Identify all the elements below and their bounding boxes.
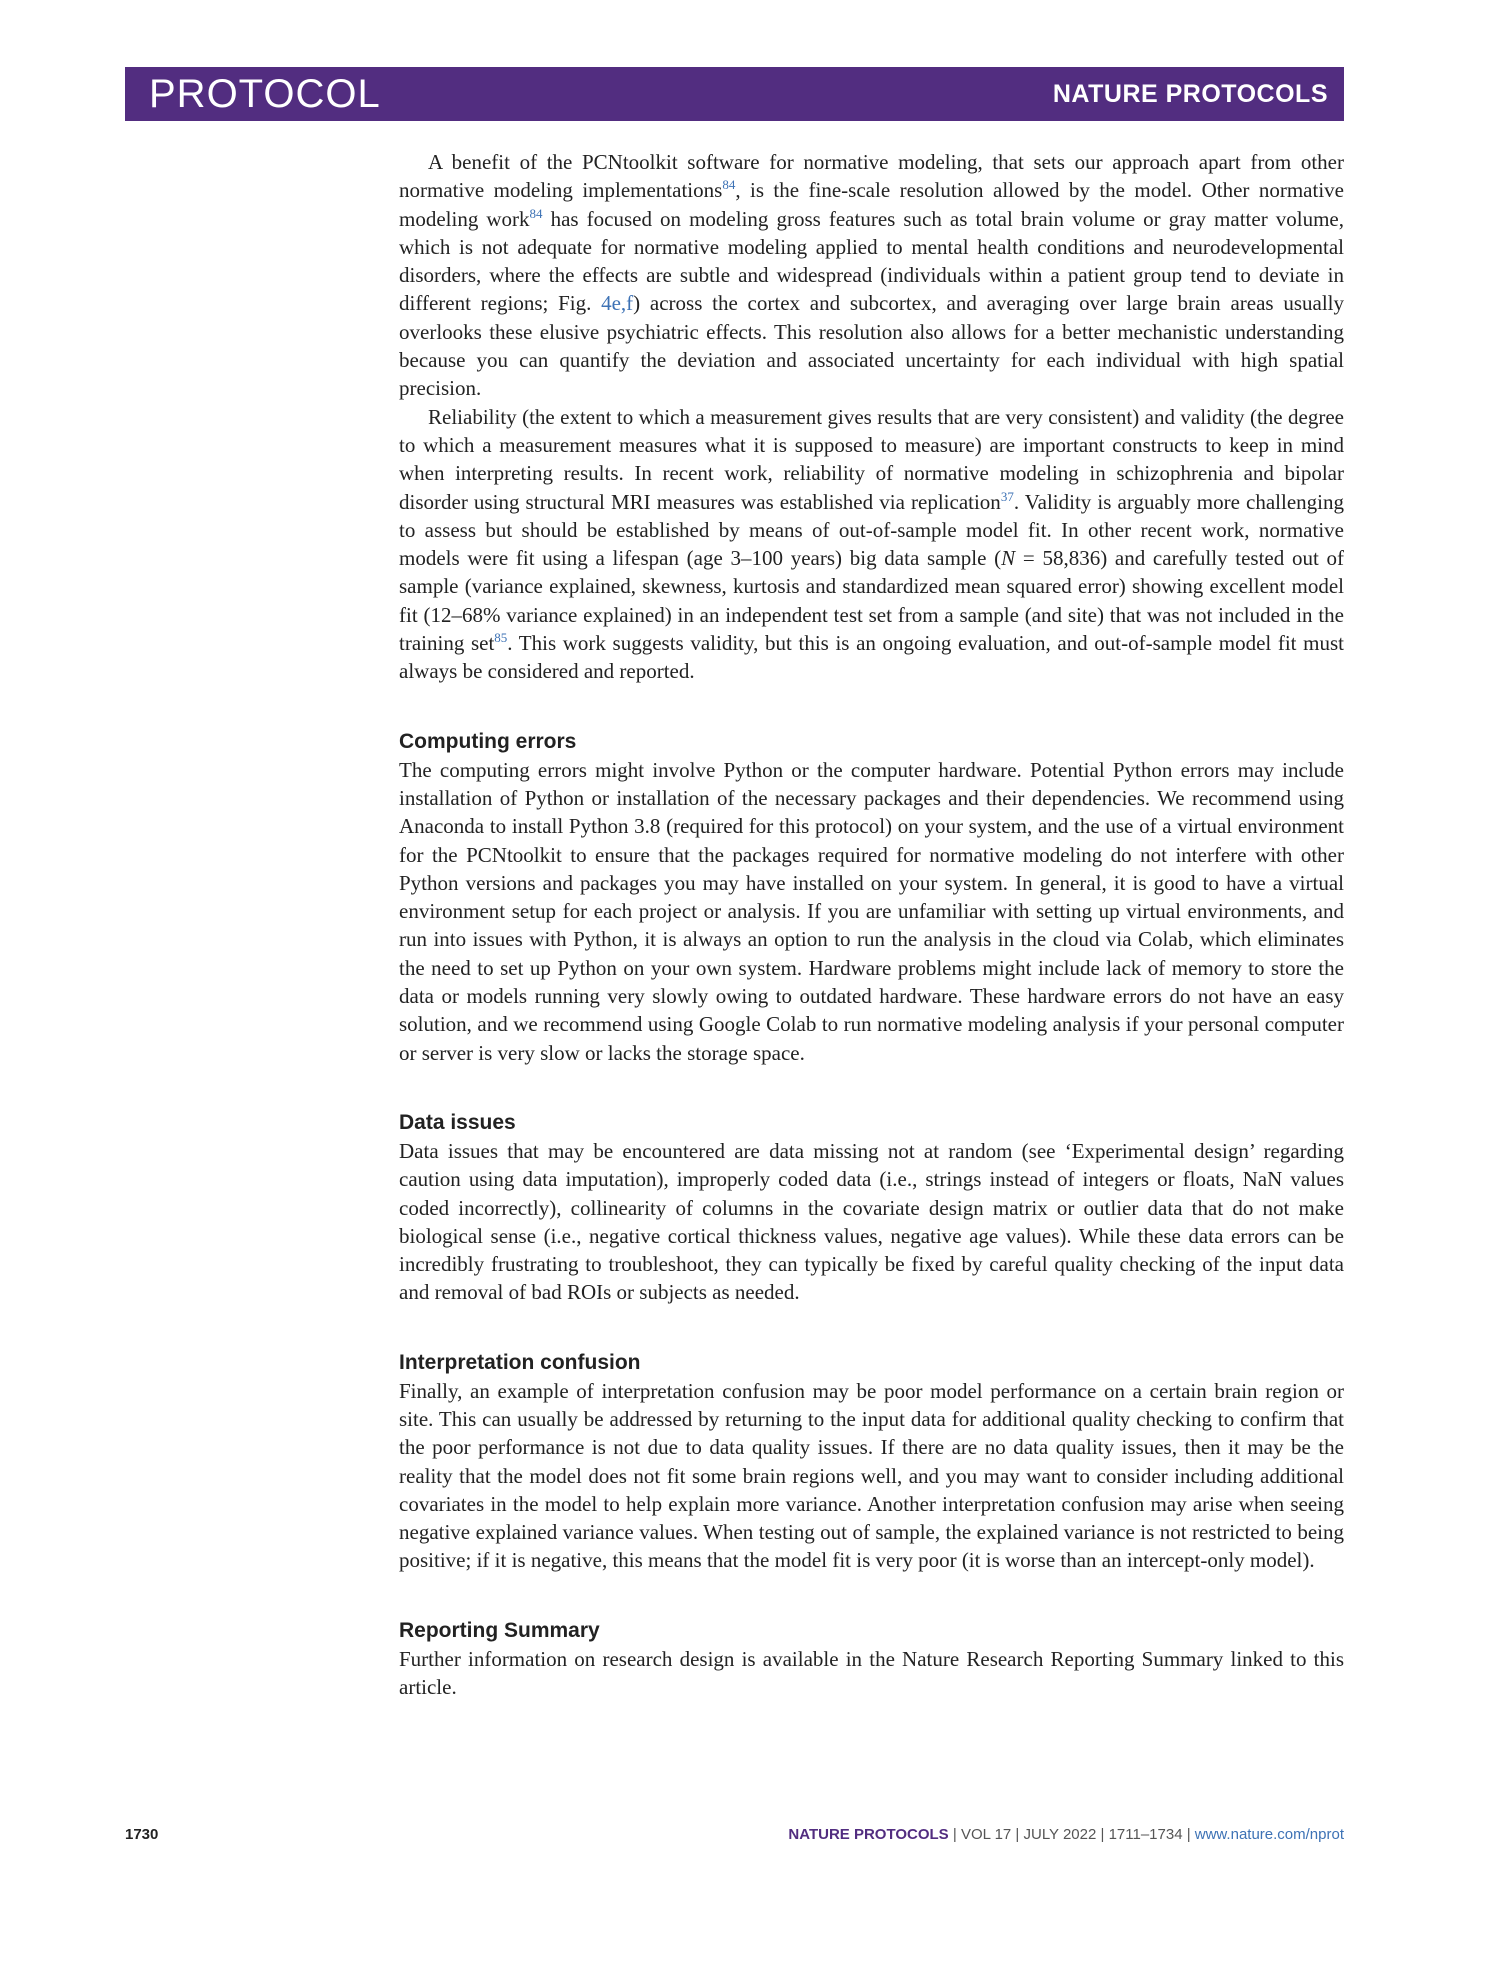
- section-spacer: [399, 686, 1344, 728]
- header-banner: [125, 67, 1344, 121]
- paragraph-text: ) across the cortex and subcortex, and averaging over large brain areas usually overlooks these elusive psychiatric effects. This resolution also allows for a better mechanistic understanding because you can quantify the deviation and associated uncertainty for each individual with high spatial precision.: [399, 291, 1344, 401]
- footer-journal-name: NATURE PROTOCOLS: [788, 1826, 949, 1843]
- article-type-label: PROTOCOL: [149, 71, 381, 116]
- article-body: [399, 148, 1344, 1701]
- paragraph-text: . This work suggests validity, but this is an ongoing evaluation, and out-of-sample model fit must always be considered and reported.: [399, 631, 1344, 684]
- paragraph-reliability-validity: [399, 403, 1344, 686]
- section-heading-reporting-summary: Reporting Summary: [399, 1618, 600, 1642]
- paragraph-pcntoolkit-benefit: [399, 148, 1344, 403]
- section-heading-computing-errors: Computing errors: [399, 729, 577, 753]
- paragraph-interpretation-confusion: Finally, an example of interpretation confusion may be poor model performance on a certain brain region or site. This can usually be addressed by returning to the input data for additional quality checking to confirm that the poor performance is not due to data quality issues. If there are no data quality issues, then it may be the reality that the model does not fit some brain regions well, and you may want to consider including additional covariates in the model to help explain more variance. Another interpretation confusion may arise when seeing negative explained variance values. When testing out of sample, the explained variance is not restricted to being positive; if it is negative, this means that the model fit is very poor (it is worse than an intercept-only model).: [399, 1378, 1344, 1573]
- footer-volume: VOL 17: [960, 1826, 1012, 1843]
- footer-date: JULY 2022: [1023, 1826, 1097, 1843]
- reference-link[interactable]: 37: [1000, 488, 1014, 504]
- section-spacer: [399, 1307, 1344, 1349]
- footer-separator: |: [948, 1826, 961, 1843]
- paragraph-text: = 58,836) and carefully tested out of sample (variance explained, skewness, kurtosis and standardized mean squared error) showing excellent model fit (12–68% variance explained) in an independent test set from a sample (and site) that was not included in the training set: [399, 546, 1344, 656]
- paragraph-reporting-summary: Further information on research design is available in the Nature Research Reporting Summary linked to this article.: [399, 1646, 1344, 1700]
- reference-link[interactable]: 85: [494, 630, 508, 646]
- footer-separator: |: [1096, 1826, 1109, 1843]
- reference-link[interactable]: 84: [529, 205, 543, 221]
- section-spacer: [399, 1067, 1344, 1109]
- sample-size-symbol: N: [1001, 546, 1016, 571]
- section-heading-data-issues: Data issues: [399, 1110, 516, 1134]
- section-heading-interpretation-confusion: Interpretation confusion: [399, 1350, 641, 1374]
- journal-name-header: NATURE PROTOCOLS: [1052, 79, 1328, 108]
- paragraph-text: , is the fine-scale resolution allowed by the model. Other normative modeling work: [399, 178, 1344, 231]
- footer-pages: 1711–1734: [1108, 1826, 1183, 1843]
- paragraph-text: A benefit of the PCNtoolkit software for normative modeling, that sets our approach apart from other normative modeling implementations: [399, 150, 1344, 203]
- paragraph-text: . Validity is arguably more challenging to assess but should be established by means of out-of-sample model fit. In other recent work, normative models were fit using a lifespan (age 3–100 years) big data sample (: [399, 489, 1344, 571]
- citation-line: [788, 1826, 1344, 1843]
- paragraph-data-issues: Data issues that may be encountered are data missing not at random (see ‘Experimental design’ regarding caution using data imputation), improperly coded data (i.e., strings instead of integers or floats, NaN values coded incorrectly), collinearity of columns in the covariate design matrix or outlier data that do not make biological sense (i.e., negative cortical thickness values, negative age values). While these data errors can be incredibly frustrating to troubleshoot, they can typically be fixed by careful quality checking of the input data and removal of bad ROIs or subjects as needed.: [399, 1138, 1344, 1305]
- paragraph-text: has focused on modeling gross features such as total brain volume or gray matter volume, which is not adequate for normative modeling applied to mental health conditions and neurodevelopmental disorders, where the effects are subtle and widespread (individuals within a patient group tend to deviate in different regions; Fig.: [399, 206, 1344, 316]
- reference-link[interactable]: 84: [722, 177, 736, 193]
- paragraph-computing-errors: The computing errors might involve Python or the computer hardware. Potential Python errors may include installation of Python or installation of the necessary packages and their dependencies. We recommend using Anaconda to install Python 3.8 (required for this protocol) on your system, and the use of a virtual environment for the PCNtoolkit to ensure that the packages required for normative modeling do not interfere with other Python versions and packages you may have installed on your system. In general, it is good to have a virtual environment setup for each project or analysis. If you are unfamiliar with setting up virtual environments, and run into issues with Python, it is always an option to run the analysis in the cloud via Colab, which eliminates the need to set up Python on your own system. Hardware problems might include lack of memory to store the data or models running very slowly owing to outdated hardware. These hardware errors do not have an easy solution, and we recommend using Google Colab to run normative modeling analysis if your personal computer or server is very slow or lacks the storage space.: [399, 757, 1344, 1065]
- footer-separator: |: [1182, 1826, 1195, 1843]
- paragraph-text: Reliability (the extent to which a measurement gives results that are very consistent) and validity (the degree to which a measurement measures what it is supposed to measure) are important constructs to keep in mind when interpreting results. In recent work, reliability of normative modeling in schizophrenia and bipolar disorder using structural MRI measures was established via replication: [399, 404, 1344, 514]
- footer-url-link[interactable]: www.nature.com/nprot: [1194, 1826, 1344, 1843]
- page-number: 1730: [125, 1826, 159, 1843]
- section-spacer: [399, 1575, 1344, 1617]
- figure-link[interactable]: 4e,f: [601, 291, 634, 316]
- footer-separator: |: [1011, 1826, 1024, 1843]
